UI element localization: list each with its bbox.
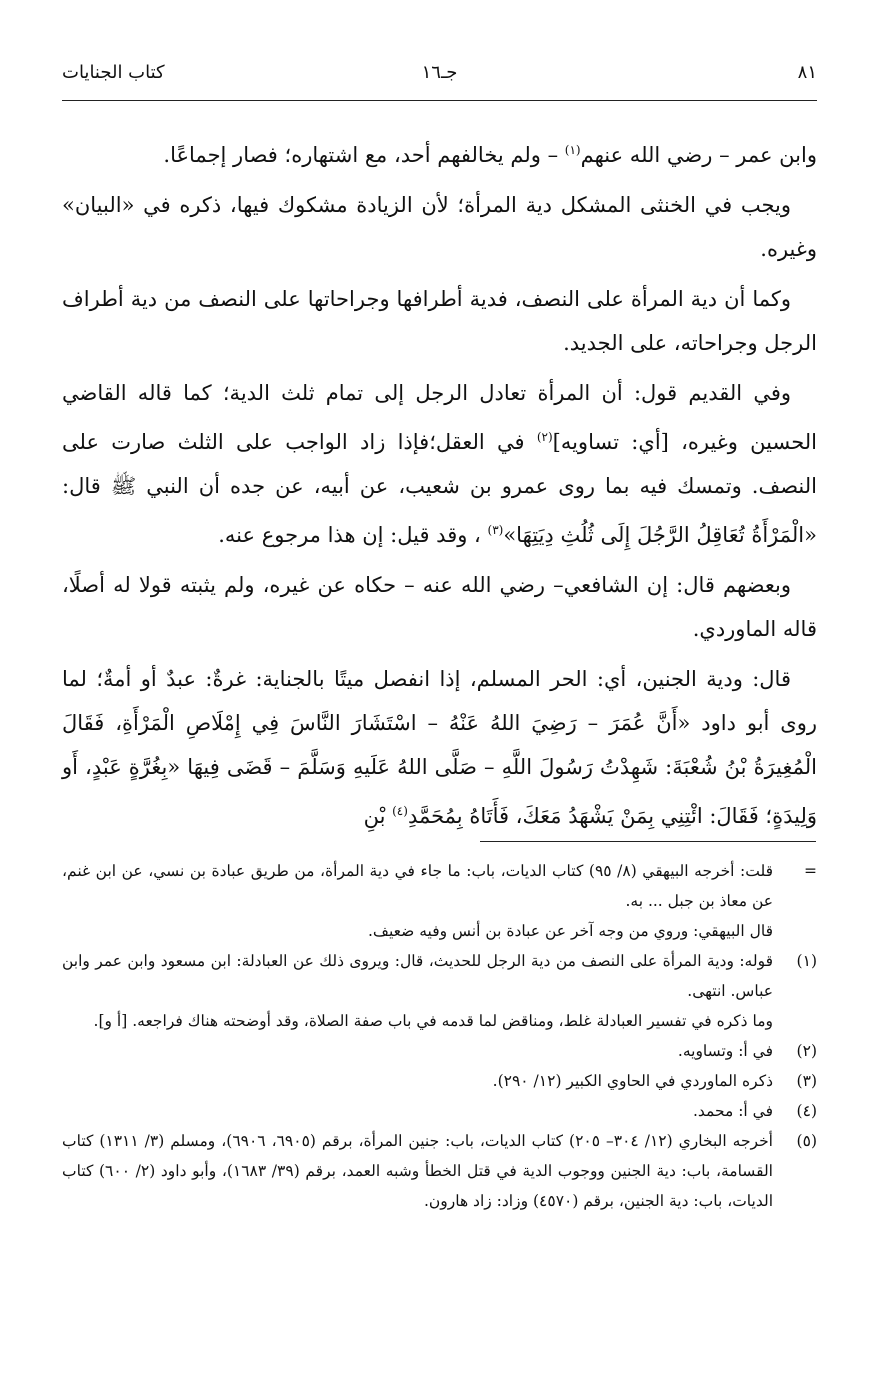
footnote-2 (62, 1036, 817, 1066)
footnote-line: قلت: أخرجه البيهقي (٨/ ٩٥) كتاب الديات، باب: ما جاء في دية المرأة، من طريق عبادة بن نسي، عن ابن غنم، عن معاذ بن جبل ... به. (62, 862, 773, 910)
footnote-marker: (٢) (796, 1042, 817, 1060)
main-text (62, 128, 817, 844)
footnote-line: في أ: وتساويه. (677, 1042, 773, 1060)
footnote-line: في أ: محمد. (692, 1102, 773, 1120)
paragraph-1 (62, 128, 817, 177)
footnote-marker: = (804, 862, 817, 880)
footnote-ref-1[interactable]: (١) (564, 143, 581, 157)
footnote-marker: (٥) (796, 1132, 817, 1150)
paragraph-4 (62, 371, 817, 557)
footnote-marker: (١) (796, 952, 817, 970)
footnote-4 (62, 1096, 817, 1126)
footnote-3 (62, 1066, 817, 1096)
running-header (62, 62, 817, 96)
page-number: ٨١ (797, 62, 817, 83)
paragraph-3: وكما أن دية المرأة على النصف، فدية أطرافها وجراحاتها على النصف من دية أطراف الرجل وجراحاته، على الجديد. (62, 287, 817, 355)
footnote-5 (62, 1126, 817, 1216)
footnote-marker: (٤) (796, 1102, 817, 1120)
paragraph-4-text-a: وفي القديم قول: أن المرأة تعادل الرجل إلى تمام ثلث الدية؛ كما قاله القاضي الحسين وغيره، [أي: تساويه] (62, 381, 818, 454)
header-rule (62, 100, 817, 101)
footnote-marker: (٣) (796, 1072, 817, 1090)
paragraph-6-text-a: قال: ودية الجنين، أي: الحر المسلم، إذا انفصل ميتًا بالجناية: غرةٌ: عبدٌ أو أمةٌ؛ لما روى أبو داود «أَنَّ عُمَرَ – رَضِيَ اللهُ عَنْهُ – اسْتَشَارَ النَّاسَ فِي إِمْلَاصِ الْمَرْأَةِ، فَقَالَ الْمُغِيرَةُ بْنُ شُعْبَةَ: شَهِدْتُ رَسُولَ اللَّهِ – صَلَّى اللهُ عَلَيهِ وَسَلَّمَ – قَضَى فِيهَا «بِغُرَّةٍ عَبْدٍ، أَو وَلِيدَةٍ؛ فَقَالَ: ائْتِنِي بِمَنْ يَشْهَدُ مَعَكَ، فَأَتَاهُ بِمُحَمَّدِ (62, 667, 817, 828)
footnote-ref-2[interactable]: (٢) (536, 430, 553, 444)
footnote-continued (62, 856, 817, 946)
footnote-line: وما ذكره في تفسير العبادلة غلط، ومناقض لما قدمه في باب صفة الصلاة، وقد أوضحته هناك فراجعه. [أ و]. (93, 1012, 773, 1030)
book-title: كتاب الجنايات (62, 62, 165, 83)
paragraph-5: وبعضهم قال: إن الشافعي– رضي الله عنه – حكاه عن غيره، ولم يثبته قولا له أصلًا، قاله الماوردي. (62, 573, 817, 641)
footnote-ref-4[interactable]: (٤) (392, 804, 408, 818)
volume-label: جـ١٦ (421, 62, 458, 83)
paragraph-1-text-b: – ولم يخالفهم أحد، مع اشتهاره؛ فصار إجماعًا. (163, 143, 565, 167)
footnote-1 (62, 946, 817, 1036)
paragraph-6-text-b: بْنِ (363, 804, 393, 828)
footnote-line: ذكره الماوردي في الحاوي الكبير (١٢/ ٢٩٠). (492, 1072, 773, 1090)
footnote-rule (480, 841, 816, 842)
footnote-line: قوله: ودية المرأة على النصف من دية الرجل للحديث، قال: ويروى ذلك عن العبادلة: ابن مسعود وابن عمر وابن عباس. انتهى. (62, 952, 773, 1000)
paragraph-4-text-c: ، وقد قيل: إن هذا مرجوع عنه. (218, 523, 488, 547)
footnote-ref-3[interactable]: (٣) (487, 523, 504, 537)
paragraph-6 (62, 657, 817, 838)
footnote-line: قال البيهقي: وروي من وجه آخر عن عبادة بن أنس وفيه ضعيف. (368, 922, 773, 940)
paragraph-2: ويجب في الخنثى المشكل دية المرأة؛ لأن الزيادة مشكوك فيها، ذكره في «البيان» وغيره. (62, 193, 817, 261)
footnote-line: أخرجه البخاري (١٢/ ٣٠٤– ٢٠٥) كتاب الديات، باب: جنين المرأة، برقم (٦٩٠٥، ٦٩٠٦)، ومسلم (٣/ ١٣١١) كتاب القسامة، باب: دية الجنين ووجوب الدية في قتل الخطأ وشبه العمد، برقم (٣٩/ ١٦٨٣)، وأبو داود (٢/ ٦٠٠) كتاب الديات، باب: دية الجنين، برقم (٤٥٧٠) وزاد: زاد هارون. (62, 1132, 773, 1210)
footnotes (62, 856, 817, 1216)
paragraph-4-text-b: في العقل؛فإذا زاد الواجب على الثلث صارت على النصف. وتمسك فيه بما روى عمرو بن شعيب، عن أبيه، عن جده أن النبي ﷺ قال: «الْمَرْأَةُ تُعَاقِلُ الرَّجُلَ إِلَى ثُلُثِ دِيَتِهَا» (62, 430, 817, 547)
paragraph-1-text-a: وابن عمر – رضي الله عنهم (580, 143, 817, 167)
